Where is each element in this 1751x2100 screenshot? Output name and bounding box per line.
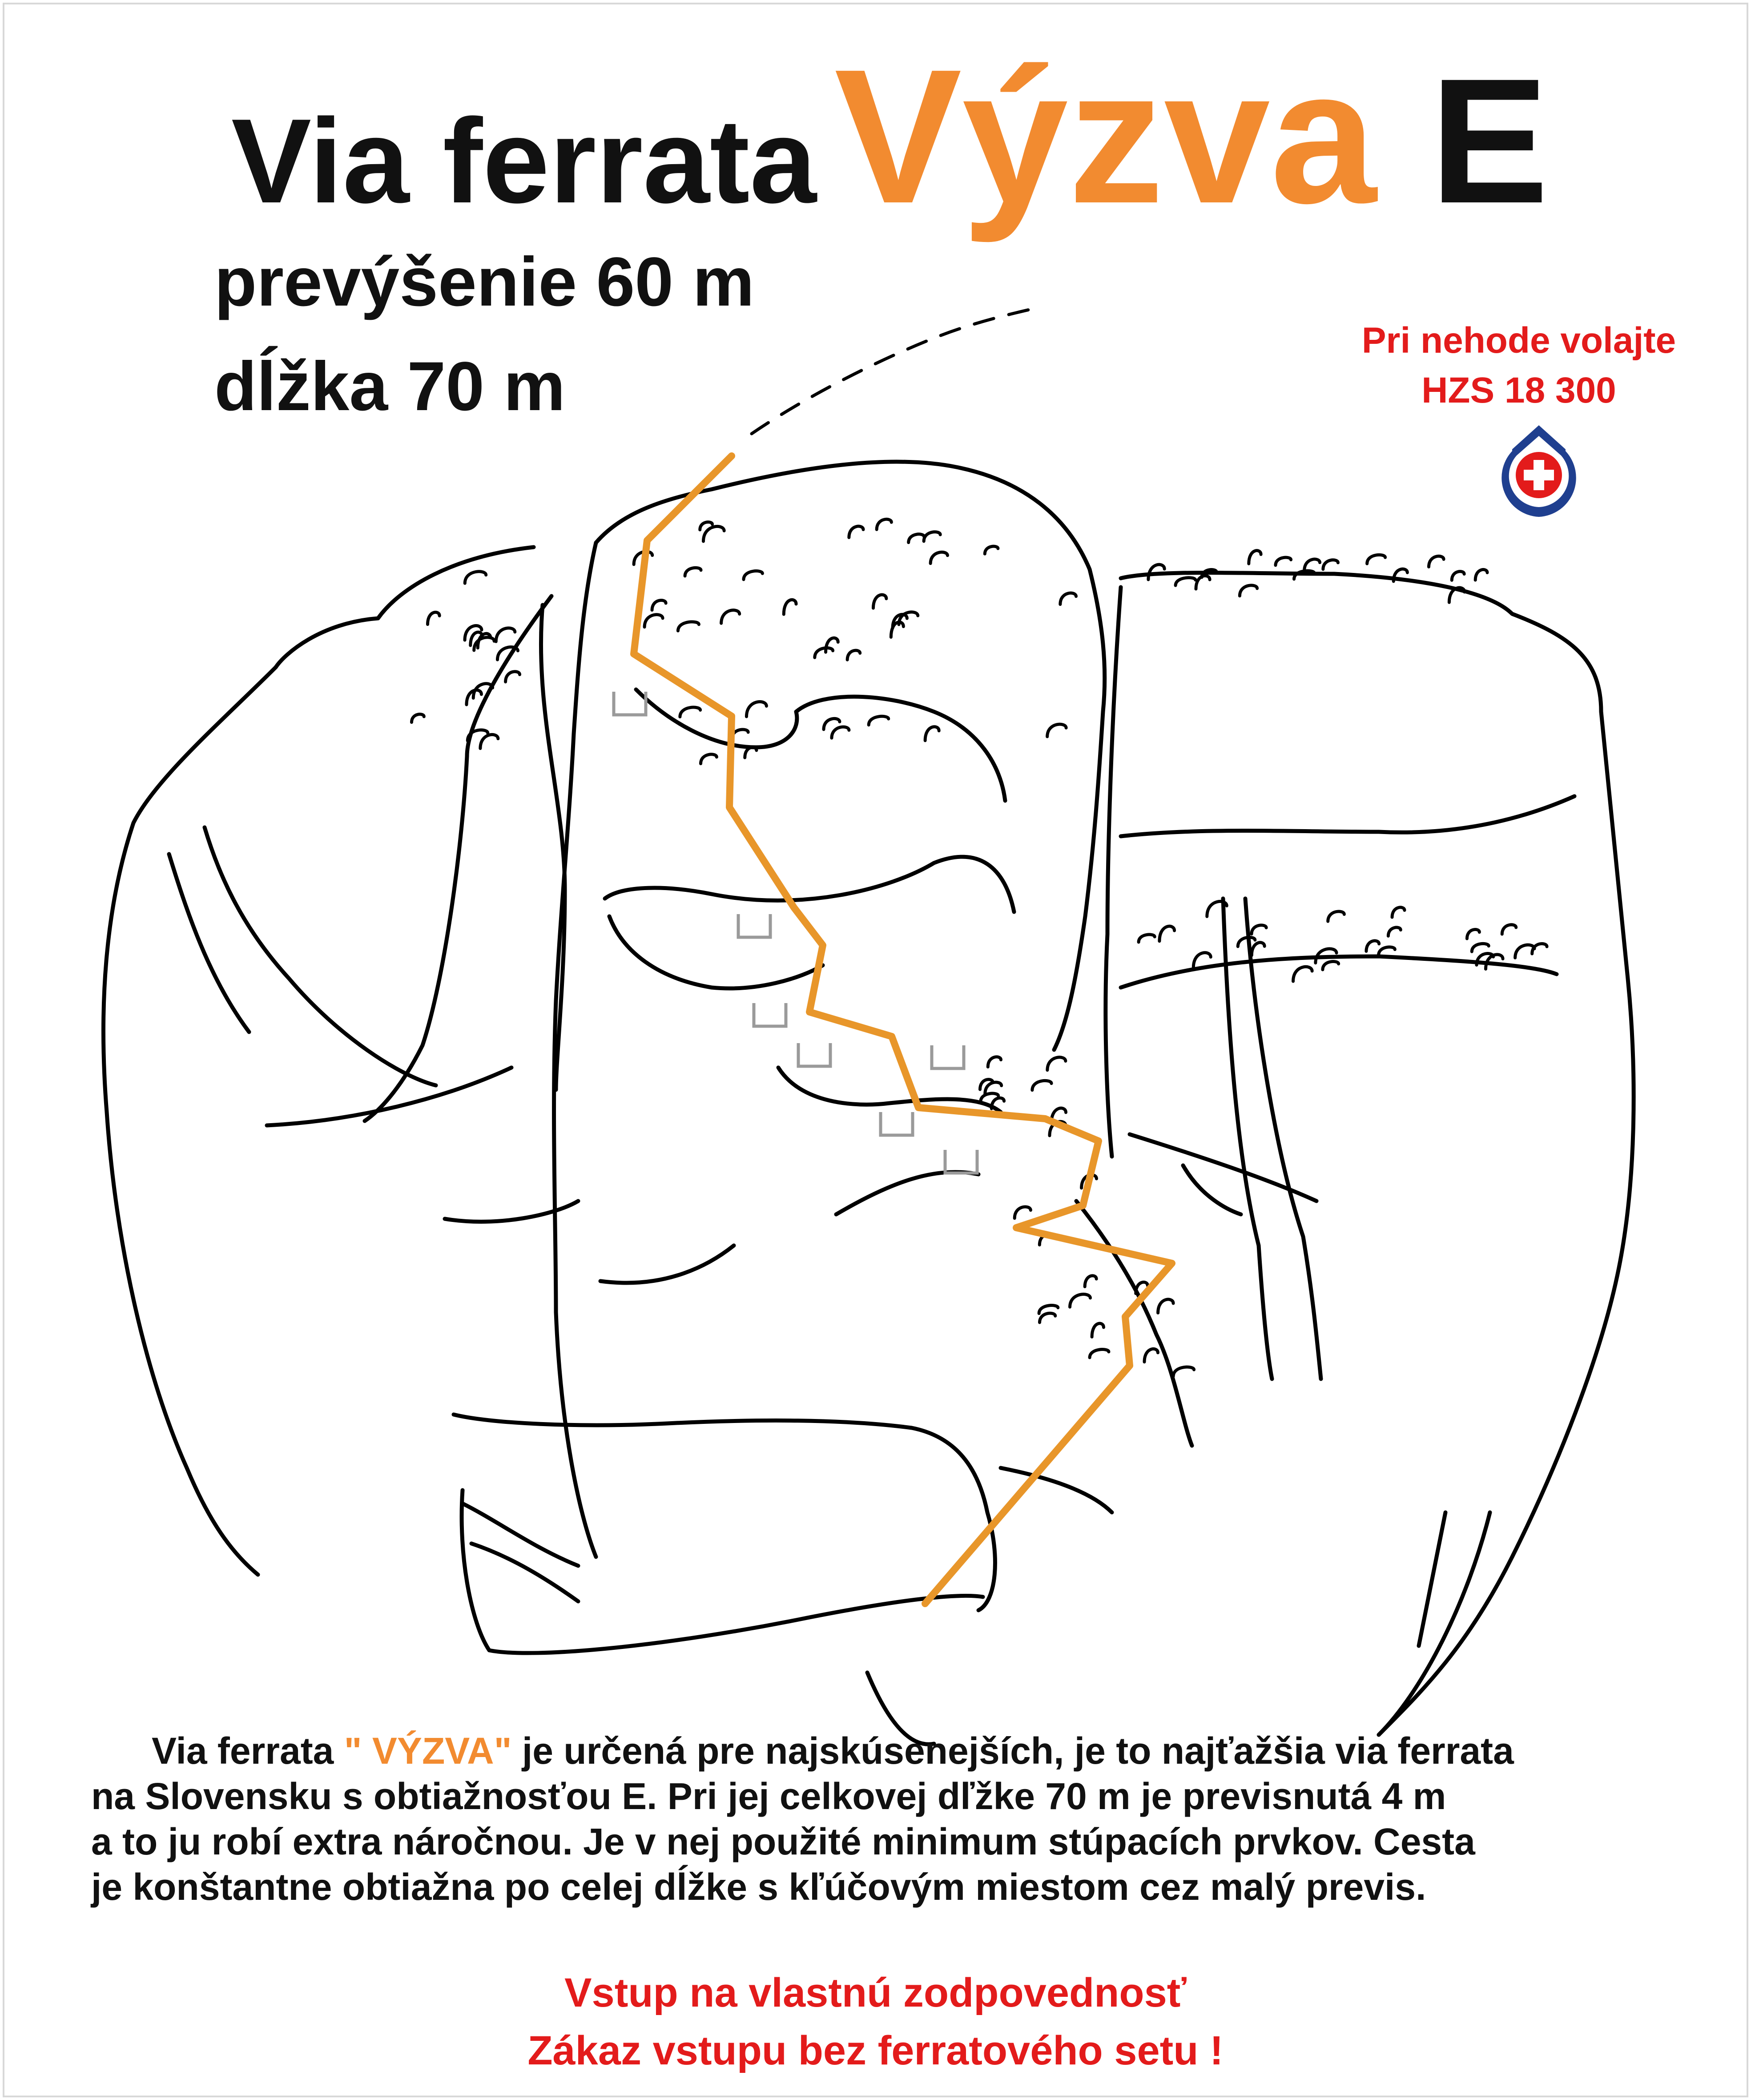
rock-texture-stroke	[746, 702, 766, 717]
approach-trail-dashed	[752, 307, 1041, 434]
anchor-bracket	[932, 1045, 964, 1068]
rock-texture-stroke	[1388, 927, 1401, 936]
warning-own-risk: Vstup na vlastnú zodpovednosť	[564, 1970, 1187, 2015]
rock-texture-stroke	[849, 526, 863, 537]
rock-texture-stroke	[1252, 943, 1264, 955]
rock-texture-stroke	[1532, 943, 1547, 954]
anchor-bracket	[798, 1043, 830, 1066]
rock-texture-stroke	[1472, 943, 1489, 951]
rock-texture-stroke	[1240, 585, 1257, 596]
description-line-1-rest: je určená pre najskúsenejších, je to najťažšia via ferrata	[511, 1730, 1514, 1772]
rock-texture-stroke	[1367, 555, 1385, 564]
rock-texture-stroke	[873, 595, 886, 608]
rock-texture-stroke	[1173, 1367, 1194, 1376]
rock-texture-stroke	[700, 754, 717, 764]
title-via-ferrata: Via ferrata	[231, 94, 817, 228]
rock-texture-stroke	[1158, 1299, 1173, 1313]
rock-texture-stroke	[680, 707, 700, 717]
anchor-bracket	[945, 1150, 977, 1173]
rock-texture-stroke	[496, 628, 515, 641]
warning-notice	[0, 1964, 1751, 2080]
rock-texture-stroke	[1276, 557, 1291, 565]
title-route-name: Výzva	[834, 30, 1377, 243]
right-rock-outline	[1121, 573, 1634, 1735]
rock-texture-stroke	[1252, 925, 1266, 934]
rock-texture-stroke	[411, 714, 424, 722]
rock-texture-stroke	[869, 716, 889, 725]
left-rock-outline	[104, 547, 534, 1575]
rock-texture-stroke	[1047, 1057, 1066, 1070]
rock-texture-stroke	[832, 727, 849, 738]
rock-texture-stroke	[1475, 569, 1487, 580]
anchor-bracket	[754, 1003, 786, 1026]
anchor-bracket	[738, 914, 770, 937]
lower-block-outline	[454, 1415, 995, 1610]
rock-texture-stroke	[465, 572, 486, 583]
rock-texture-stroke	[1014, 1207, 1030, 1218]
rock-texture-stroke	[1328, 911, 1344, 921]
description-lead: Via ferrata	[152, 1730, 334, 1772]
rock-texture-stroke	[1175, 578, 1196, 585]
rock-texture-stroke	[1467, 930, 1479, 939]
route-length: dĺžka 70 m	[214, 348, 566, 425]
description-line-3: a to ju robí extra náročnou. Je v nej použité minimum stúpacích prvkov. Cesta	[91, 1821, 1475, 1862]
rock-texture-stroke	[877, 519, 891, 529]
rock-texture-stroke	[815, 648, 833, 658]
description-route-name: " VÝZVA"	[344, 1730, 512, 1772]
rock-texture-stroke	[644, 615, 663, 627]
title-difficulty-grade: E	[1430, 41, 1549, 240]
rock-texture-stroke	[703, 526, 724, 541]
rock-texture-stroke	[1238, 937, 1255, 947]
rock-texture-stroke	[721, 610, 740, 624]
rock-texture-stroke	[427, 612, 439, 624]
rock-texture-stroke	[930, 552, 947, 563]
rock-texture-stroke	[685, 568, 701, 576]
rock-texture-stroke	[1304, 559, 1320, 571]
rock-texture-stroke	[1366, 941, 1379, 951]
rock-texture-stroke	[1196, 576, 1210, 589]
description-line-4: je konštantne obtiažna po celej dĺžke s kľúčovým miestom cez malý previs.	[91, 1866, 1426, 1908]
rock-texture-stroke	[1060, 593, 1076, 604]
elevation-gain: prevýšenie 60 m	[214, 243, 755, 321]
central-pillar-outline	[596, 462, 1105, 1050]
via-ferrata-route-line	[634, 456, 1172, 1604]
emergency-line: Pri nehode volajte	[1361, 320, 1676, 361]
rock-texture-stroke	[1032, 1080, 1051, 1090]
warning-no-entry-without-set: Zákaz vstupu bez ferratového setu !	[527, 2028, 1224, 2073]
rock-texture-stroke	[1429, 556, 1444, 567]
route-description	[91, 1728, 1692, 1910]
rock-texture-stroke	[1047, 724, 1066, 737]
rock-texture-stroke	[891, 622, 903, 637]
rock-texture-stroke	[847, 650, 860, 660]
description-line-1	[91, 1728, 1692, 1774]
rock-texture-stroke	[1379, 947, 1395, 955]
rock-texture-stroke	[1139, 935, 1155, 942]
rock-texture-stroke	[1323, 961, 1339, 969]
rock-texture-stroke	[745, 747, 757, 758]
rock-texture-stroke	[1092, 1323, 1103, 1337]
rock-texture-stroke	[924, 532, 940, 541]
rock-texture-stroke	[1452, 572, 1464, 580]
rock-texture-stroke	[678, 622, 699, 631]
anchor-bracket	[881, 1112, 913, 1135]
rock-texture-stroke	[1039, 1313, 1055, 1322]
rock-texture-stroke	[925, 727, 939, 741]
rock-texture-stroke	[909, 534, 924, 543]
rock-texture-stroke	[1090, 1350, 1109, 1358]
emergency-phone: HZS 18 300	[1421, 370, 1616, 411]
rock-texture-stroke	[1144, 1349, 1158, 1362]
rock-texture-stroke	[506, 672, 520, 682]
rock-texture-stroke	[652, 601, 666, 610]
rock-texture-stroke	[1159, 926, 1175, 941]
rock-texture-stroke	[1502, 925, 1516, 934]
rock-texture-stroke	[1085, 1276, 1096, 1287]
description-line-2: na Slovensku s obtiažnosťou E. Pri jej celkovej dľžke 70 m je previsnutá 4 m	[91, 1775, 1446, 1817]
rock-texture-stroke	[744, 571, 762, 580]
rock-texture-stroke	[480, 734, 498, 748]
rock-texture-stroke	[1392, 907, 1405, 917]
rock-texture-stroke	[784, 600, 796, 614]
rock-texture-stroke	[1249, 551, 1261, 564]
rock-texture-stroke	[988, 1057, 1001, 1067]
rock-texture-stroke	[985, 546, 998, 554]
rock-texture-stroke	[1070, 1294, 1091, 1307]
rock-texture-stroke	[1293, 967, 1312, 981]
rock-texture-stroke	[1323, 560, 1338, 569]
